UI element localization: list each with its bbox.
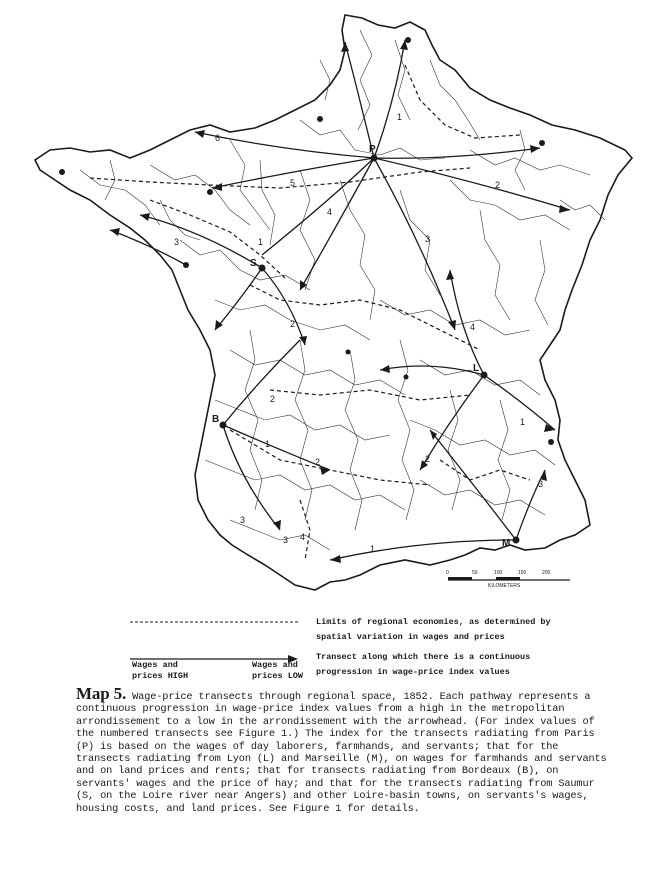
svg-text:1: 1: [265, 439, 271, 449]
svg-text:3: 3: [425, 234, 431, 244]
marseille-dot: [513, 537, 520, 544]
svg-text:2: 2: [495, 180, 501, 190]
city-markers: [59, 37, 554, 544]
svg-text:4: 4: [327, 207, 333, 217]
svg-text:1: 1: [520, 417, 526, 427]
svg-text:2: 2: [290, 319, 296, 329]
legend-dashed-text: Limits of regional economies, as determined by spatial variation in wages and prices: [316, 617, 551, 642]
caption-text: Wage-price transects through regional space, 1852. Each pathway represents a continuous progression in wage-price index values from a high in the metropolitan arrondissement to a low in the arrondissement with the arrowhead. (For index values of the numbered transects see Figure 1.) The index for the transects radiating from Paris (P) is based on the wages of day laborers, farmhands, and servants; that for the transects radiating from Lyon (L) and Marseille (M), on wages for farmhands and servants and on land prices and rents; that for transects radiating from Bordeaux (B), on servants' wages and the price of hay; and that for the transects radiating from Saumur (S, on the Loire river near Angers) and other Loire-basin towns, on servants's wages, housing costs, and land prices. See Figure 1 for details.: [76, 691, 607, 815]
lyon-dot: [481, 372, 488, 379]
transects: [110, 40, 570, 560]
svg-text:100: 100: [494, 570, 503, 576]
svg-text:150: 150: [518, 570, 527, 576]
paris-dot: [371, 155, 378, 162]
svg-text:6: 6: [215, 133, 221, 143]
legend-low-label: Wages and prices LOW: [252, 660, 304, 681]
svg-text:1: 1: [397, 112, 403, 122]
svg-text:1: 1: [258, 237, 264, 247]
france-outline: [35, 15, 632, 590]
svg-text:3: 3: [283, 535, 289, 545]
caption-lead: Map 5.: [76, 684, 127, 703]
city-label-saumur: S: [250, 258, 257, 269]
city-label-bordeaux: B: [212, 414, 220, 425]
city-label-lyon: L: [473, 363, 480, 374]
saumur-dot: [259, 265, 266, 272]
legend-high-label: Wages and prices HIGH: [132, 660, 189, 681]
svg-text:4: 4: [470, 322, 476, 332]
map-caption: [76, 684, 616, 815]
scale-bar: [446, 570, 570, 589]
city-label-marseille: M: [502, 538, 511, 549]
svg-text:0: 0: [446, 570, 449, 576]
bordeaux-dot: [220, 422, 227, 429]
svg-text:2: 2: [425, 454, 431, 464]
svg-text:1: 1: [370, 544, 376, 554]
svg-text:3: 3: [240, 515, 246, 525]
svg-text:3: 3: [174, 237, 180, 247]
svg-text:KILOMETERS: KILOMETERS: [488, 583, 521, 589]
legend-arrow-text: Transect along which there is a continuous progression in wage-price index values: [316, 652, 531, 677]
svg-text:2: 2: [270, 394, 276, 404]
svg-text:5: 5: [290, 178, 296, 188]
city-labels: [212, 144, 510, 549]
arrowheads: [110, 40, 570, 563]
city-label-paris: P: [369, 144, 376, 155]
svg-text:50: 50: [472, 570, 478, 576]
svg-text:200: 200: [542, 570, 551, 576]
svg-text:2: 2: [315, 457, 321, 467]
svg-text:4: 4: [300, 532, 306, 542]
svg-text:3: 3: [538, 479, 544, 489]
